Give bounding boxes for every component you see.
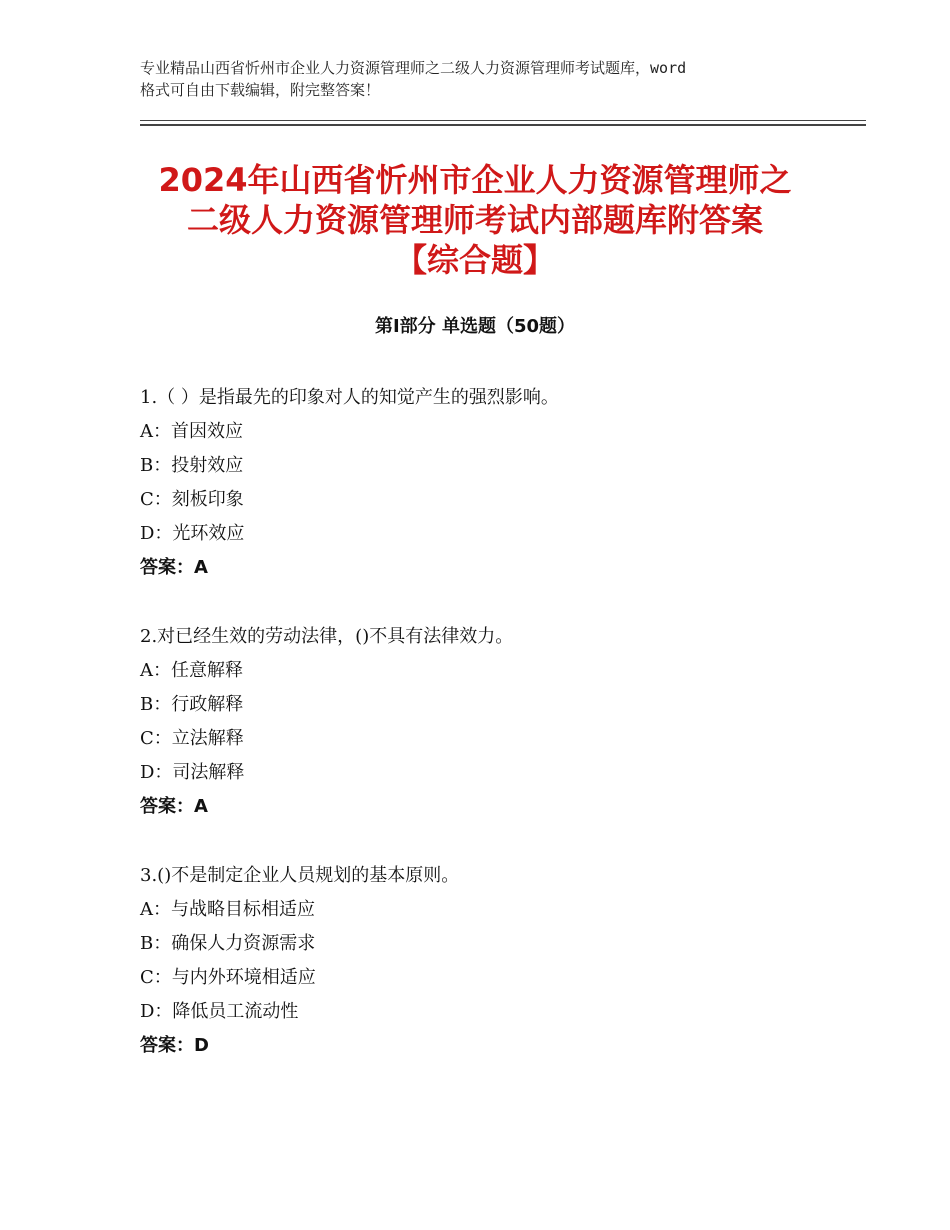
title-line: 【综合题】	[394, 241, 555, 279]
question-block	[140, 620, 840, 824]
option-d: D：降低员工流动性	[140, 1001, 299, 1022]
option-d: D：光环效应	[140, 523, 245, 544]
option-b: B：确保人力资源需求	[140, 933, 316, 954]
option-a: A：与战略目标相适应	[140, 899, 315, 920]
option-a: A：任意解释	[140, 660, 243, 681]
answer-line: 答案：A	[140, 557, 208, 578]
header-note-line: 专业精品山西省忻州市企业人力资源管理师之二级人力资源管理师考试题库，word	[140, 59, 687, 77]
answer-line: 答案：A	[140, 796, 208, 817]
question-stem: 1.（ ）是指最先的印象对人的知觉产生的强烈影响。	[140, 387, 559, 408]
title-line: 2024年山西省忻州市企业人力资源管理师之	[158, 161, 792, 199]
document-title	[100, 160, 850, 280]
option-a: A：首因效应	[140, 421, 243, 442]
header-note	[140, 57, 840, 101]
option-c: C：立法解释	[140, 728, 244, 749]
header-divider	[140, 124, 866, 126]
option-c: C：与内外环境相适应	[140, 967, 316, 988]
option-b: B：投射效应	[140, 455, 244, 476]
option-b: B：行政解释	[140, 694, 244, 715]
header-divider	[140, 120, 866, 121]
option-c: C：刻板印象	[140, 489, 244, 510]
question-stem: 3.()不是制定企业人员规划的基本原则。	[140, 865, 460, 886]
question-stem: 2.对已经生效的劳动法律，()不具有法律效力。	[140, 626, 514, 647]
question-block	[140, 381, 840, 585]
section-heading: 第Ⅰ部分 单选题（50题）	[374, 316, 575, 337]
title-line: 二级人力资源管理师考试内部题库附答案	[186, 201, 763, 239]
answer-line: 答案：D	[140, 1035, 209, 1056]
header-note-line: 格式可自由下载编辑，附完整答案！	[140, 81, 381, 99]
question-block	[140, 859, 840, 1063]
option-d: D：司法解释	[140, 762, 245, 783]
